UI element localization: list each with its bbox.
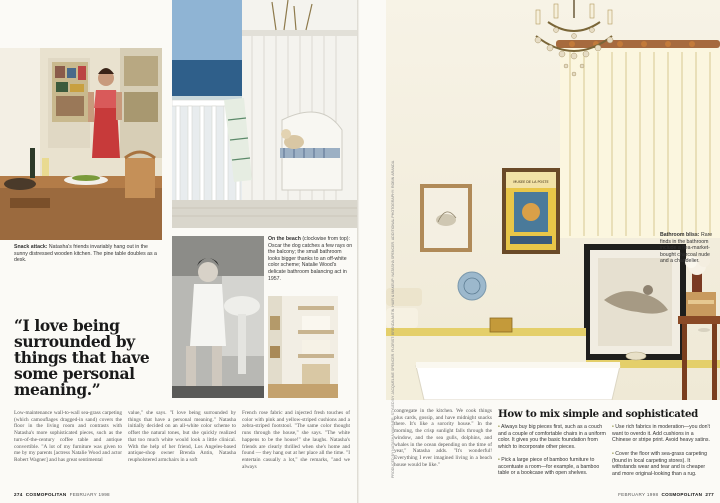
kitchen-photo — [0, 48, 162, 240]
kitchen-caption: Snack attack: Natasha's friends invariably hang out in the sunny distressed wooden kitchen. The pine table doubles as a desk. — [14, 244, 157, 264]
body-column-2: value," she says. "I love being surrounded by things that have a personal meaning." Natasha initially decided on an all-white color scheme to offset the natural tones, but she quickly realized that too much white would look a little clinical. With the help of her friend, Los Angeles-based antique-shop owner Brenda Antin, Natasha reupholstered armchairs in a soft — [128, 410, 236, 463]
tip-1: • Always buy big pieces first, such as a couch and a couple of comfortable chairs in a uniform color. It gives you the basic foundation from which to incorporate other pieces. — [498, 424, 606, 450]
tip-3: • Use rich fabrics in moderation—you don't want to overdo it. Add cushions in a Chinese or stripe print. Avoid heavy satins. — [612, 424, 710, 444]
tip-2: • Pick a large piece of bamboo furniture to accentuate a room—for example, a bamboo table or a bookcase with open shelves. — [498, 457, 600, 477]
right-folio: FEBRUARY 1998 COSMOPOLITAN 277 — [618, 492, 714, 497]
tips-heading: How to mix simple and sophisticated — [498, 408, 698, 420]
bathroom-photo — [386, 0, 720, 400]
body-column-1: Low-maintenance wall-to-wall sea-grass carpeting (which camouflages dragged-in sand) covers the floor in the living room and contrasts with Natasha's more sophisticated pieces, such as the turn-of-the-century coffee table and antique convertible. "A lot of my furniture was given to me by my parents [actress Natalie Wood and actor Robert Wagner] and has great sentimental — [14, 410, 122, 463]
right-page — [360, 0, 720, 503]
small-bathroom-photo — [268, 296, 338, 398]
beach-caption: On the beach (clockwise from top): Oscar the dog catches a few rays on the balcony; the small bathroom looks bigger thanks to an off-white color scheme; Natalie Wood's delicate bathroom balancing act in 1957. — [268, 236, 353, 282]
body-column-3: French rose fabric and injected fresh touches of color with pink and yellow-striped cushions and a zebra-striped footstool. "The same color thought runs through the house," she says. "The white happens to be the house!" she laughs. Natasha's friends are clearly thrilled when she's home and found — they hang out at her place all the time. "I entertain casually a lot," she remarks, "and we always — [242, 410, 350, 470]
bathroom-caption: Bathroom bliss: Rare finds in the bathroom include a flea-market-bought charcoal nude and a chandelier. — [660, 232, 713, 265]
poster-title: MUSEE DE LA POSTE — [513, 180, 549, 184]
body-column-4: congregate in the kitchen. We cook things plus cards, gossip, and have midnight snacks there. It's like a sorority house." In the morning, the crisp sunlight falls through the window, and the sea gulls, dolphins, and whales in the ocean depending on the time of year," Natasha adds. "It's wonderful! Everything I ever imagined living in a beach house would be like." — [394, 408, 492, 468]
balcony-photo — [172, 0, 360, 228]
pull-quote: “I love being surrounded by things that have some personal meaning.” — [14, 316, 150, 399]
left-folio: 274 COSMOPOLITAN FEBRUARY 1998 — [14, 492, 110, 497]
photo-credit: PRODUCED BY NATASHA WAGNER. STYLED BY JACQUELINE SPENCER. FLORIST: BRENDA ANTIN. HAIR & MAKEUP: NATASHA SPENCER. ADDITIONAL PHOTOGRAPHY: ROBIN ARANDA. — [391, 159, 395, 478]
tip-4: • Cover the floor with sea-grass carpeting (found in local carpeting stores). It withstands wear and tear and is cheaper and more original-looking than a rug. — [612, 451, 707, 477]
natalie-wood-photo — [172, 236, 264, 398]
